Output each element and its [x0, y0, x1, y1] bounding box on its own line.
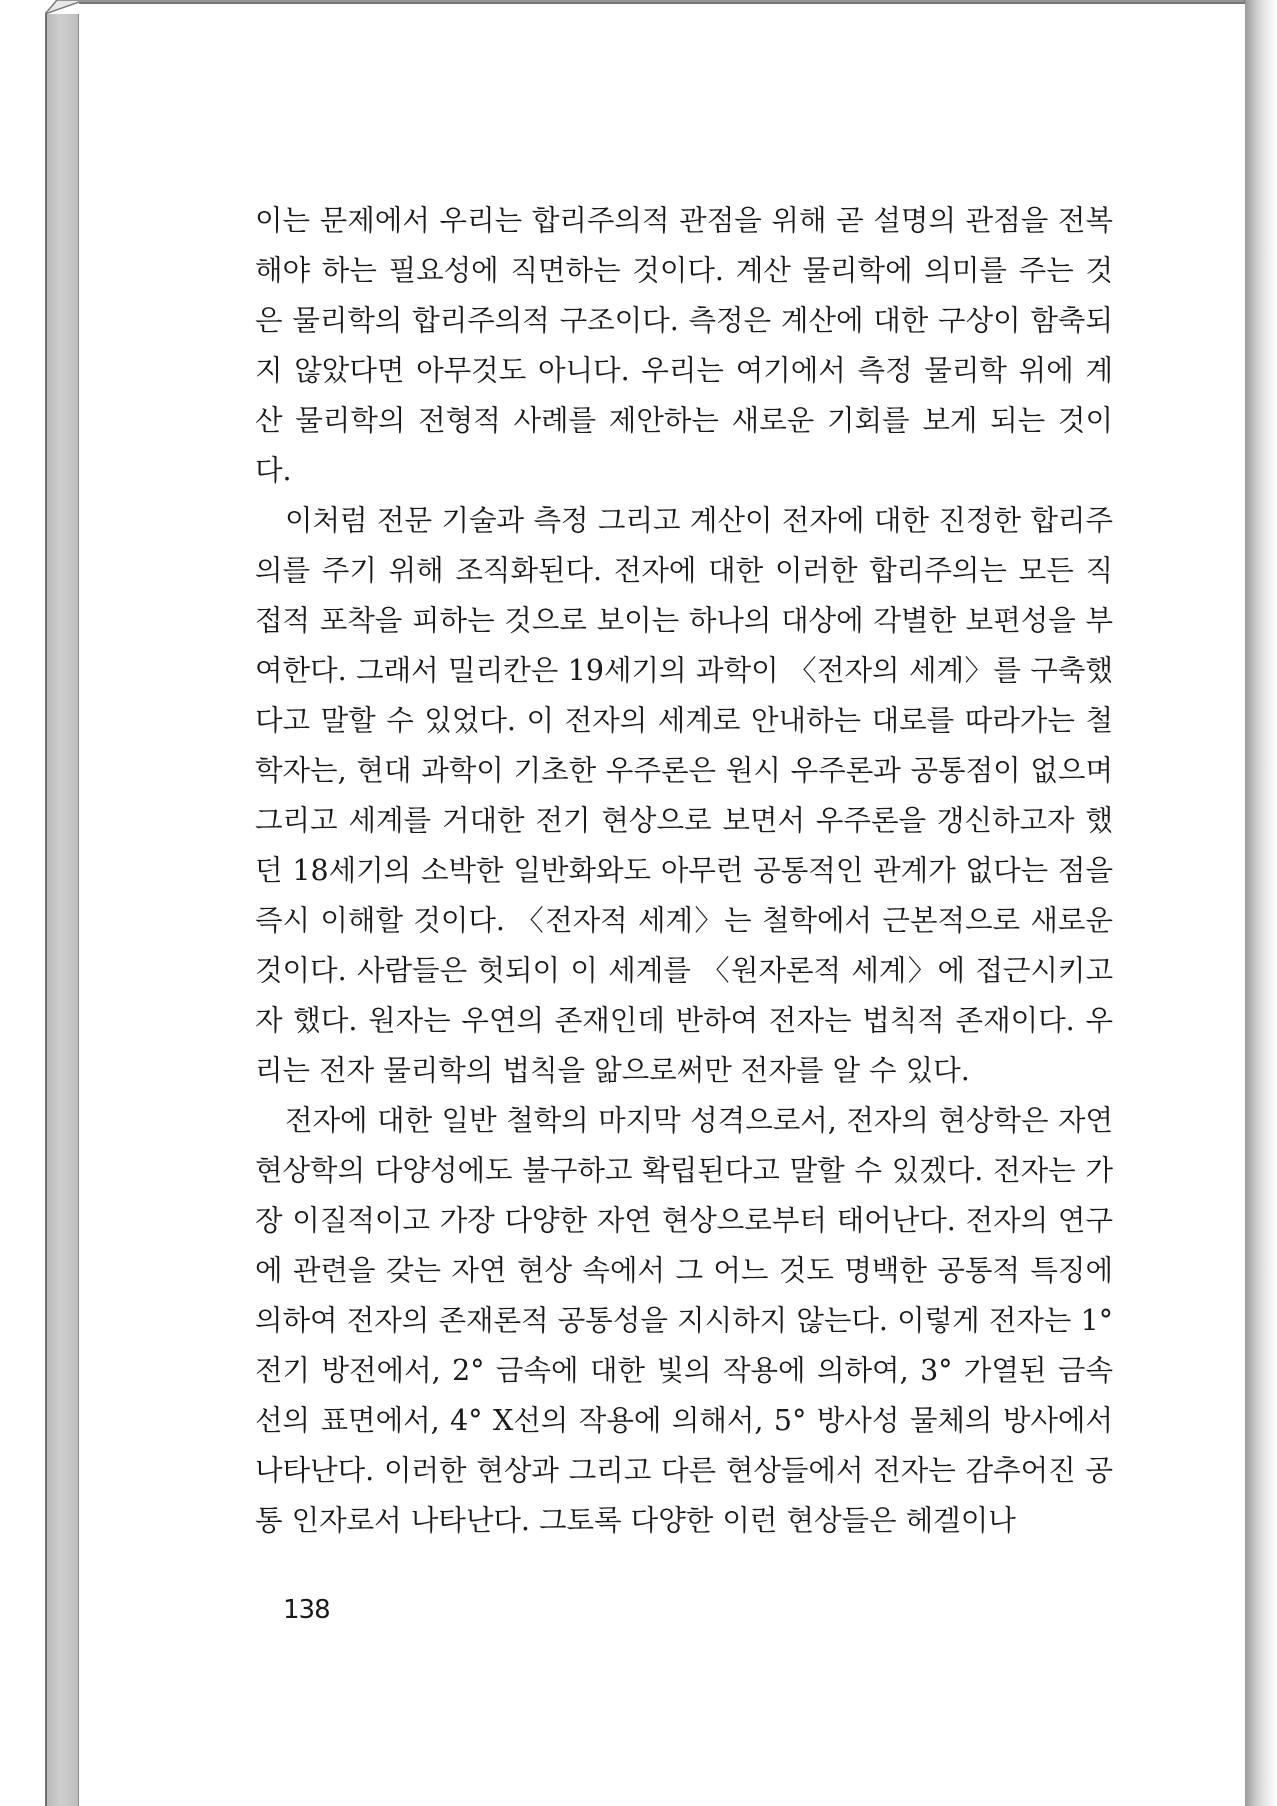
body-text	[255, 196, 1113, 1546]
paragraph-2: 이처럼 전문 기술과 측정 그리고 계산이 전자에 대한 진정한 합리주의를 주기 위해 조직화된다. 전자에 대한 이러한 합리주의는 모든 직접적 포착을 피하는 것으로 보이는 하나의 대상에 각별한 보편성을 부여한다. 그래서 밀리칸은 19세기의 과학이 〈전자의 세계〉를 구축했다고 말할 수 있었다. 이 전자의 세계로 안내하는 대로를 따라가는 철학자는, 현대 과학이 기초한 우주론은 원시 우주론과 공통점이 없으며 그리고 세계를 거대한 전기 현상으로 보면서 우주론을 갱신하고자 했던 18세기의 소박한 일반화와도 아무런 공통적인 관계가 없다는 점을 즉시 이해할 것이다. 〈전자적 세계〉는 철학에서 근본적으로 새로운 것이다. 사람들은 헛되이 이 세계를 〈원자론적 세계〉에 접근시키고자 했다. 원자는 우연의 존재인데 반하여 전자는 법칙적 존재이다. 우리는 전자 물리학의 법칙을 앎으로써만 전자를 알 수 있다.	[255, 504, 1113, 1087]
book-spine	[45, 14, 79, 1806]
page-number: 138	[283, 1595, 330, 1625]
paragraph-3: 전자에 대한 일반 철학의 마지막 성격으로서, 전자의 현상학은 자연 현상학의 다양성에도 불구하고 확립된다고 말할 수 있겠다. 전자는 가장 이질적이고 가장 다양한 자연 현상으로부터 태어난다. 전자의 연구에 관련을 갖는 자연 현상 속에서 그 어느 것도 명백한 공통적 특징에 의하여 전자의 존재론적 공통성을 지시하지 않는다. 이렇게 전자는 1° 전기 방전에서, 2° 금속에 대한 빛의 작용에 의하여, 3° 가열된 금속선의 표면에서, 4° X선의 작용에 의해서, 5° 방사성 물체의 방사에서 나타난다. 이러한 현상과 그리고 다른 현상들에서 전자는 감추어진 공통 인자로서 나타난다. 그토록 다양한 이런 현상들은 헤겔이나	[255, 1104, 1113, 1537]
paragraph-1: 이는 문제에서 우리는 합리주의적 관점을 위해 곧 설명의 관점을 전복해야 하는 필요성에 직면하는 것이다. 계산 물리학에 의미를 주는 것은 물리학의 합리주의적 구조이다. 측정은 계산에 대한 구상이 함축되지 않았다면 아무것도 아니다. 우리는 여기에서 측정 물리학 위에 계산 물리학의 전형적 사례를 제안하는 새로운 기회를 보게 되는 것이다.	[255, 204, 1113, 487]
page-shadow	[1245, 0, 1277, 1806]
